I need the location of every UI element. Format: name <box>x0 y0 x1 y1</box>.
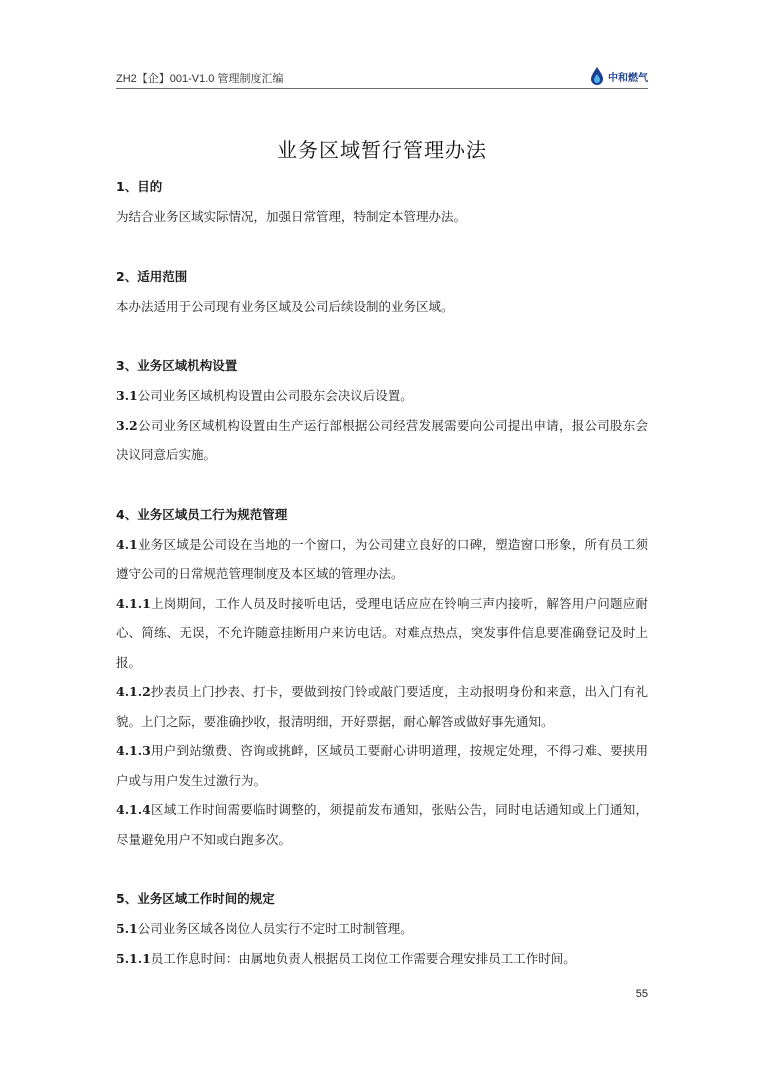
section-gap <box>116 470 648 500</box>
document-body <box>116 172 648 973</box>
clause-number: 4.1 <box>116 536 138 552</box>
paragraph <box>116 381 648 411</box>
paragraph <box>116 795 648 854</box>
section-heading: 4、业务区域员工行为规范管理 <box>116 506 288 522</box>
flame-drop-icon <box>589 66 605 86</box>
clause-number: 5.1 <box>116 921 138 936</box>
paragraph-text: 公司业务区域各岗位人员实行不定时工时制管理。 <box>137 921 413 936</box>
paragraph <box>116 202 648 232</box>
paragraph-text: 本办法适用于公司现有业务区域及公司后续设制的业务区域。 <box>116 298 454 314</box>
paragraph <box>116 530 648 589</box>
paragraph-text: 为结合业务区域实际情况，加强日常管理，特制定本管理办法。 <box>116 209 467 224</box>
paragraph-text: 业务区域是公司设在当地的一个窗口，为公司建立良好的口碑，塑造窗口形象，所有员工须遵守公司的日常规范管理制度及本区域的管理办法。 <box>116 536 648 581</box>
clause-number: 3.2 <box>116 417 138 433</box>
page-header <box>116 66 648 88</box>
clause-number: 4.1.1 <box>116 595 151 611</box>
paragraph-text: 区域工作时间需要临时调整的，须提前发布通知，张贴公告，同时电话通知或上门通知，尽量避免用户不知或白跑多次。 <box>116 802 648 847</box>
page-number: 55 <box>635 988 648 1000</box>
company-logo <box>589 66 648 86</box>
clause-number: 3.1 <box>116 388 138 403</box>
header-doc-code: ZH2【企】001-V1.0 管理制度汇编 <box>116 73 284 85</box>
section-heading: 1、目的 <box>116 179 163 194</box>
section-heading: 5、业务区域工作时间的规定 <box>116 891 275 906</box>
paragraph <box>116 736 648 795</box>
paragraph <box>116 944 648 974</box>
paragraph-text: 员工作息时间：由属地负责人根据员工岗位工作需要合理安排员工工作时间。 <box>150 950 576 966</box>
paragraph-text: 公司业务区域机构设置由公司股东会决议后设置。 <box>137 388 413 403</box>
section-heading: 3、业务区域机构设置 <box>116 358 238 373</box>
paragraph-text: 抄表员上门抄表、打卡，要做到按门铃或敲门要适度，主动报明身份和来意，出入门有礼貌。上门之际，要准确抄收，报清明细，开好票据，耐心解答或做好事先通知。 <box>116 684 648 729</box>
clause-number: 4.1.4 <box>116 802 151 817</box>
paragraph <box>116 589 648 678</box>
paragraph-text: 公司业务区域机构设置由生产运行部根据公司经营发展需要向公司提出申请，报公司股东会决议同意后实施。 <box>116 417 648 462</box>
document-title: 业务区域暂行管理办法 <box>277 138 487 162</box>
paragraph <box>116 292 648 322</box>
clause-number: 5.1.1 <box>116 950 151 966</box>
section-gap <box>116 232 648 262</box>
clause-number: 4.1.2 <box>116 684 151 699</box>
clause-number: 4.1.3 <box>116 743 151 758</box>
header-divider <box>116 88 648 89</box>
section-gap <box>116 854 648 884</box>
paragraph <box>116 677 648 736</box>
section-gap <box>116 321 648 351</box>
paragraph <box>116 914 648 944</box>
paragraph-text: 用户到站缴费、咨询或挑衅，区域员工要耐心讲明道理，按规定处理，不得刁难、要挟用户或与用户发生过激行为。 <box>116 743 648 788</box>
paragraph <box>116 411 648 470</box>
paragraph-text: 上岗期间，工作人员及时接听电话，受理电话应应在铃响三声内接听，解答用户问题应耐心、简练、无误，不允许随意挂断用户来访电话。对难点热点，突发事件信息要准确登记及时上报。 <box>116 595 648 670</box>
logo-text: 中和燃气 <box>608 72 648 84</box>
section-heading: 2、适用范围 <box>116 268 188 284</box>
